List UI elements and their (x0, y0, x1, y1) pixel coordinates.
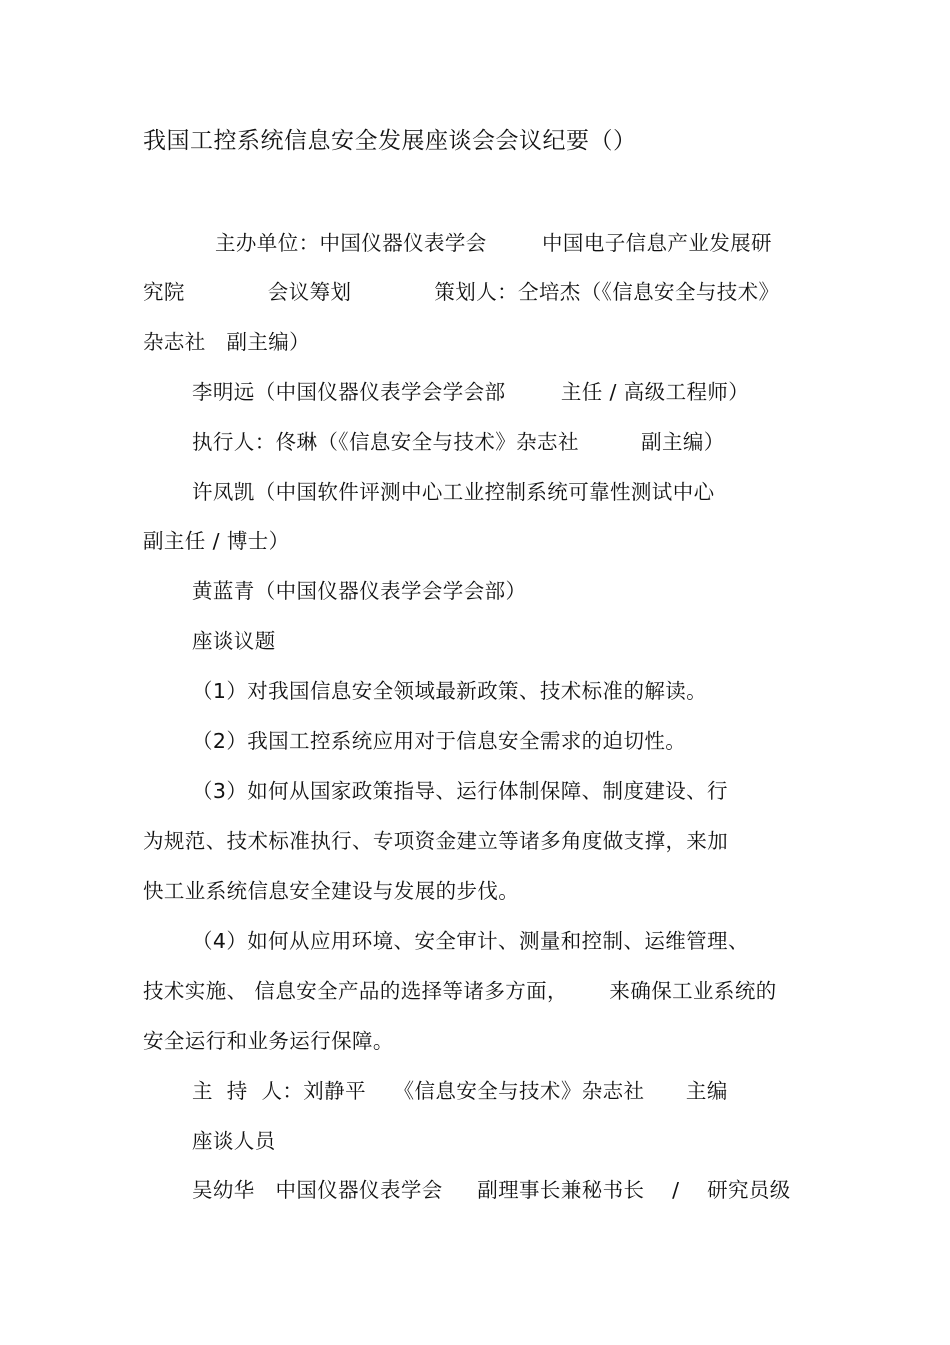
topic-1: （1）对我国信息安全领域最新政策、技术标准的解读。 (192, 679, 708, 703)
planning-line: 究院 会议筹划 策划人：仝培杰（《信息安全与技术》 (143, 280, 780, 304)
topic-4-line-3: 安全运行和业务运行保障。 (143, 1029, 394, 1053)
attendees-heading: 座谈人员 (192, 1129, 276, 1153)
participant-huang-lanqing: 黄蓝青（中国仪器仪表学会学会部） (192, 579, 527, 603)
topic-4-line-1: （4）如何从应用环境、安全审计、测量和控制、运维管理、 (192, 929, 749, 953)
topic-3-line-3: 快工业系统信息安全建设与发展的步伐。 (143, 879, 520, 903)
topics-heading: 座谈议题 (192, 629, 276, 653)
executor-line: 执行人：佟琳（《信息安全与技术》杂志社 副主编） (192, 430, 725, 454)
topic-3-line-2: 为规范、技术标准执行、专项资金建立等诸多角度做支撑，来加 (143, 829, 729, 853)
topic-2: （2）我国工控系统应用对于信息安全需求的迫切性。 (192, 729, 687, 753)
topic-3-line-1: （3）如何从国家政策指导、运行体制保障、制度建设、行 (192, 779, 728, 803)
host-line: 主 持 人：刘静平 《信息安全与技术》杂志社 主编 (192, 1079, 728, 1103)
participant-xu-fengkai: 许凤凯（中国软件评测中心工业控制系统可靠性测试中心 (192, 480, 715, 504)
planner-role-line: 杂志社 副主编） (143, 330, 311, 354)
document-title: 我国工控系统信息安全发展座谈会会议纪要（） (143, 128, 637, 154)
organizer-line: 主办单位：中国仪器仪表学会 中国电子信息产业发展研 (215, 231, 772, 255)
participant-li-mingyuan: 李明远（中国仪器仪表学会学会部 主任 / 高级工程师） (192, 380, 750, 404)
attendee-wu-youhua: 吴幼华 中国仪器仪表学会 副理事长兼秘书长 / 研究员级 (192, 1178, 791, 1202)
participant-xu-fengkai-role: 副主任 / 博士） (143, 529, 290, 553)
topic-4-line-2: 技术实施、 信息安全产品的选择等诸多方面， 来确保工业系统的 (143, 979, 777, 1003)
